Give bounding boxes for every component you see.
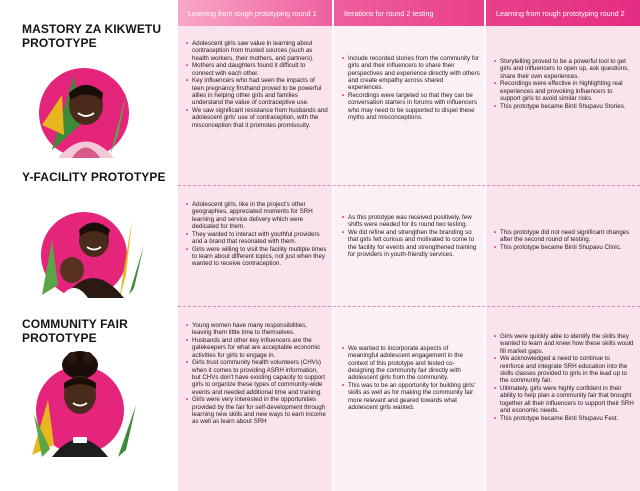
row3-col3-list xyxy=(494,333,634,423)
list-item: • Husbands and other key influencers are the gatekeepers for what are acceptable economic activities for girls to engage in. xyxy=(186,337,328,359)
row1-col3-list xyxy=(494,58,634,111)
list-item: • Young women have many responsibilities, leaving them little time to themselves. xyxy=(186,322,328,337)
row-title-mastory: MASTORY ZA KIKWETU PROTOTYPE xyxy=(22,22,162,50)
list-item: • This was to be an opportunity for building girls' skills as well as for making the community fair more relevant and geared towards what adolescent girls wanted. xyxy=(342,382,480,411)
list-item: • We did refine and strengthen the branding so that girls felt curious and motivated to come to the facility for events and strengthened training for providers in youth-friendly services. xyxy=(342,229,480,258)
row-title-community-fair: COMMUNITY FAIR PROTOTYPE xyxy=(22,317,128,345)
list-item: • This prototype became Binti Shupavu Clinic. xyxy=(494,244,634,251)
column-header-round2-learning: Learning from rough prototyping round 2 xyxy=(486,0,640,26)
list-item: • Storytelling proved to be a powerful tool to get girls and influencers to open up, ask questions, share their own experiences. xyxy=(494,58,634,80)
row2-col2-list xyxy=(342,214,480,259)
list-item: • Recordings were effective in highlighting real experiences and provoking influencers to support girls to avoid similar risks. xyxy=(494,80,634,102)
list-item: • This prototype became Binti Shupavu Fest. xyxy=(494,415,634,422)
list-item: • Recordings were targeted so that they can be conversation starters in forums with influencers who may need to be supported to dispel these myths and misconceptions. xyxy=(342,92,480,121)
row3-col2-list xyxy=(342,345,480,412)
list-item: • Girls were quickly able to identify the skills they wanted to learn and knew how these skills would fill market gaps. xyxy=(494,333,634,355)
list-item: • Include recorded stories from the community for girls and their influencers to share their perspectives and experience directly with others and create empathy across shared experiences. xyxy=(342,55,480,91)
list-item: • Mothers and daughters found it difficult to connect with each other. xyxy=(186,62,328,77)
list-item: • Girls were very interested in the opportunities provided by the fair for self-development through learning new skills and new ways to earn income as well as learn about SRH xyxy=(186,396,328,425)
row-title-y-facility: Y-FACILITY PROTOTYPE xyxy=(22,170,166,184)
row1-col2-list xyxy=(342,55,480,122)
list-item: • Ultimately, girls were highly confident in their ability to help plan a community fair that brought together all their influencers to support their SRH and economic needs. xyxy=(494,385,634,414)
row3-col1-list xyxy=(186,322,328,426)
row-separator xyxy=(178,185,640,186)
list-item: • Adolescent girls, like in the project's other geographies, appreciated moments for SRH learning and service delivery which were dedicated for them. xyxy=(186,201,328,230)
list-item: • They wanted to interact with youthful providers and a brand that resonated with them. xyxy=(186,231,328,246)
list-item: • This prototype did not need significant changes after the second round of testing. xyxy=(494,229,634,244)
list-item: • As this prototype was received positively, few shifts were needed for its round two testing. xyxy=(342,214,480,229)
list-item: • We acknowledged a need to continue to reinforce and integrate SRH education into the skills classes provided to girls in the lead up to the community fair. xyxy=(494,355,634,384)
portrait-girl-smiling-icon xyxy=(22,55,152,170)
portrait-girl-braids-icon xyxy=(18,345,148,463)
list-item: • Girls trust community health volunteers (CHVs) when it comes to providing ASRH information, but CHVs don't have existing capacity to support girls to organize these types of community-wide events and needed additional time and training. xyxy=(186,359,328,395)
column-header-round2-iterations: Iterations for round 2 testing xyxy=(334,0,484,26)
row-separator xyxy=(178,306,640,307)
column-header-round1-learning: Learning from rough prototyping round 1 xyxy=(178,0,332,26)
row1-col1-list xyxy=(186,40,328,130)
list-item: • We wanted to incorporate aspects of meaningful adolescent engagement in the context of this prototype and tested co-designing the community fair directly with adolescent girls from the community. xyxy=(342,345,480,381)
list-item: • Adolescent girls saw value in learning about contraception from trusted sources (such as health workers, their mothers, and partners). xyxy=(186,40,328,62)
list-item: • Girls were willing to visit the facility multiple times to learn about different topics, not just when they wanted to receive contraception. xyxy=(186,246,328,268)
list-item: • This prototype became Binti Shupavu Stories. xyxy=(494,103,634,110)
list-item: • We saw significant resistance from husbands and adolescent girls' use of contraception, with the misconception that it promotes promiscuity. xyxy=(186,107,328,129)
portrait-mother-child-icon xyxy=(24,200,154,305)
list-item: • Key influencers who had seen the impacts of teen pregnancy firsthand proved to be powerful allies in helping other girls and families understand the value of contraceptive use. xyxy=(186,77,328,106)
row2-col1-list xyxy=(186,201,328,268)
row2-col3-list xyxy=(494,229,634,252)
